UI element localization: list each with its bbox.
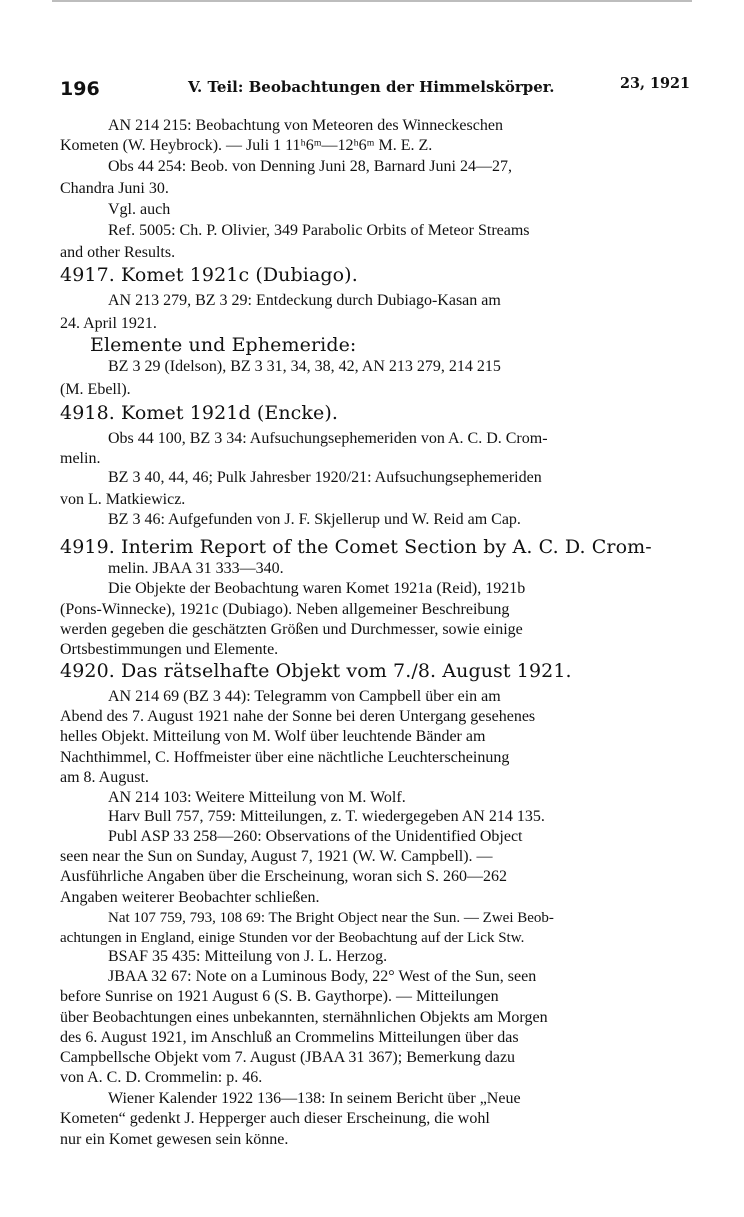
text-line: AN 214 103: Weitere Mitteilung von M. Wolf. — [108, 789, 406, 806]
text-line: Nachthimmel, C. Hoffmeister über eine nächtliche Leuchterscheinung — [60, 749, 510, 766]
text-line: Vgl. auch — [108, 201, 171, 218]
text-line: (M. Ebell). — [60, 381, 131, 398]
running-title: V. Teil: Beobachtungen der Himmelskörper. — [188, 78, 555, 96]
text-line: Campbellsche Objekt vom 7. August (JBAA 31 367); Bemerkung dazu — [60, 1049, 516, 1066]
page-number: 196 — [60, 78, 100, 100]
section-heading-4919: 4919. Interim Report of the Comet Section by A. C. D. Crom- — [60, 536, 652, 558]
text-line: Ortsbestimmungen und Elemente. — [60, 641, 279, 658]
text-line: AN 214 215: Beobachtung von Meteoren des Winneckeschen — [108, 117, 503, 134]
text-line: des 6. August 1921, im Anschluß an Crommelins Mitteilungen über das — [60, 1029, 519, 1046]
text-line: Harv Bull 757, 759: Mitteilungen, z. T. wiedergegeben AN 214 135. — [108, 808, 545, 825]
text-line: Wiener Kalender 1922 136—138: In seinem Bericht über „Neue — [108, 1090, 521, 1107]
text-line: helles Objekt. Mitteilung von M. Wolf über leuchtende Bänder am — [60, 728, 486, 745]
text-line: Kometen“ gedenkt J. Hepperger auch dieser Erscheinung, die wohl — [60, 1110, 490, 1127]
text-line: melin. — [60, 450, 101, 467]
text-line: werden gegeben die geschätzten Größen und Durchmesser, sowie einige — [60, 621, 523, 638]
text-line: BZ 3 40, 44, 46; Pulk Jahresber 1920/21: Aufsuchungsephemeriden — [108, 469, 542, 486]
text-line: BZ 3 29 (Idelson), BZ 3 31, 34, 38, 42, AN 213 279, 214 215 — [108, 358, 501, 375]
text-line: seen near the Sun on Sunday, August 7, 1921 (W. W. Campbell). — — [60, 848, 493, 865]
text-line: Ref. 5005: Ch. P. Olivier, 349 Parabolic Orbits of Meteor Streams — [108, 222, 530, 239]
text-line: Angaben weiterer Beobachter schließen. — [60, 889, 320, 906]
text-line: AN 213 279, BZ 3 29: Entdeckung durch Dubiago-Kasan am — [108, 292, 501, 309]
text-line: 24. April 1921. — [60, 315, 157, 332]
text-line: achtungen in England, einige Stunden vor der Beobachtung auf der Lick Stw. — [60, 930, 525, 946]
text-line: Die Objekte der Beobachtung waren Komet 1921a (Reid), 1921b — [108, 580, 526, 597]
text-line: Kometen (W. Heybrock). — Juli 1 11ʰ6ᵐ—12ʰ6ᵐ M. E. Z. — [60, 137, 433, 154]
text-line: nur ein Komet gewesen sein könne. — [60, 1131, 289, 1148]
text-line: Abend des 7. August 1921 nahe der Sonne bei deren Untergang gesehenes — [60, 708, 536, 725]
text-line: BZ 3 46: Aufgefunden von J. F. Skjellerup und W. Reid am Cap. — [108, 511, 521, 528]
text-line: before Sunrise on 1921 August 6 (S. B. Gaythorpe). — Mitteilungen — [60, 988, 499, 1005]
text-line: Obs 44 100, BZ 3 34: Aufsuchungsephemeriden von A. C. D. Crom- — [108, 430, 548, 447]
text-line: Ausführliche Angaben über die Erscheinung, woran sich S. 260—262 — [60, 868, 508, 885]
section-reference: 23, 1921 — [620, 74, 691, 92]
text-line: von A. C. D. Crommelin: p. 46. — [60, 1069, 263, 1086]
text-line: melin. JBAA 31 333—340. — [108, 560, 284, 577]
section-heading-4920: 4920. Das rätselhafte Objekt vom 7./8. August 1921. — [60, 660, 572, 682]
text-line: über Beobachtungen eines unbekannten, sternähnlichen Objekts am Morgen — [60, 1009, 548, 1026]
text-line: Chandra Juni 30. — [60, 180, 169, 197]
text-line: am 8. August. — [60, 769, 149, 786]
section-heading-4917: 4917. Komet 1921c (Dubiago). — [60, 264, 358, 286]
text-line: and other Results. — [60, 244, 176, 261]
text-line: BSAF 35 435: Mitteilung von J. L. Herzog. — [108, 948, 388, 965]
text-line: Nat 107 759, 793, 108 69: The Bright Object near the Sun. — Zwei Beob- — [108, 910, 554, 926]
text-line: AN 214 69 (BZ 3 44): Telegramm von Campbell über ein am — [108, 688, 501, 705]
text-line: Obs 44 254: Beob. von Denning Juni 28, Barnard Juni 24—27, — [108, 158, 512, 175]
text-line: JBAA 32 67: Note on a Luminous Body, 22° West of the Sun, seen — [108, 968, 537, 985]
section-heading-4918: 4918. Komet 1921d (Encke). — [60, 402, 339, 424]
page-top-edge — [52, 0, 692, 2]
text-line: Publ ASP 33 258—260: Observations of the Unidentified Object — [108, 828, 523, 845]
text-line: (Pons-Winnecke), 1921c (Dubiago). Neben allgemeiner Beschreibung — [60, 601, 510, 618]
text-line: von L. Matkiewicz. — [60, 491, 186, 508]
subheading: Elemente und Ephemeride: — [90, 334, 357, 356]
